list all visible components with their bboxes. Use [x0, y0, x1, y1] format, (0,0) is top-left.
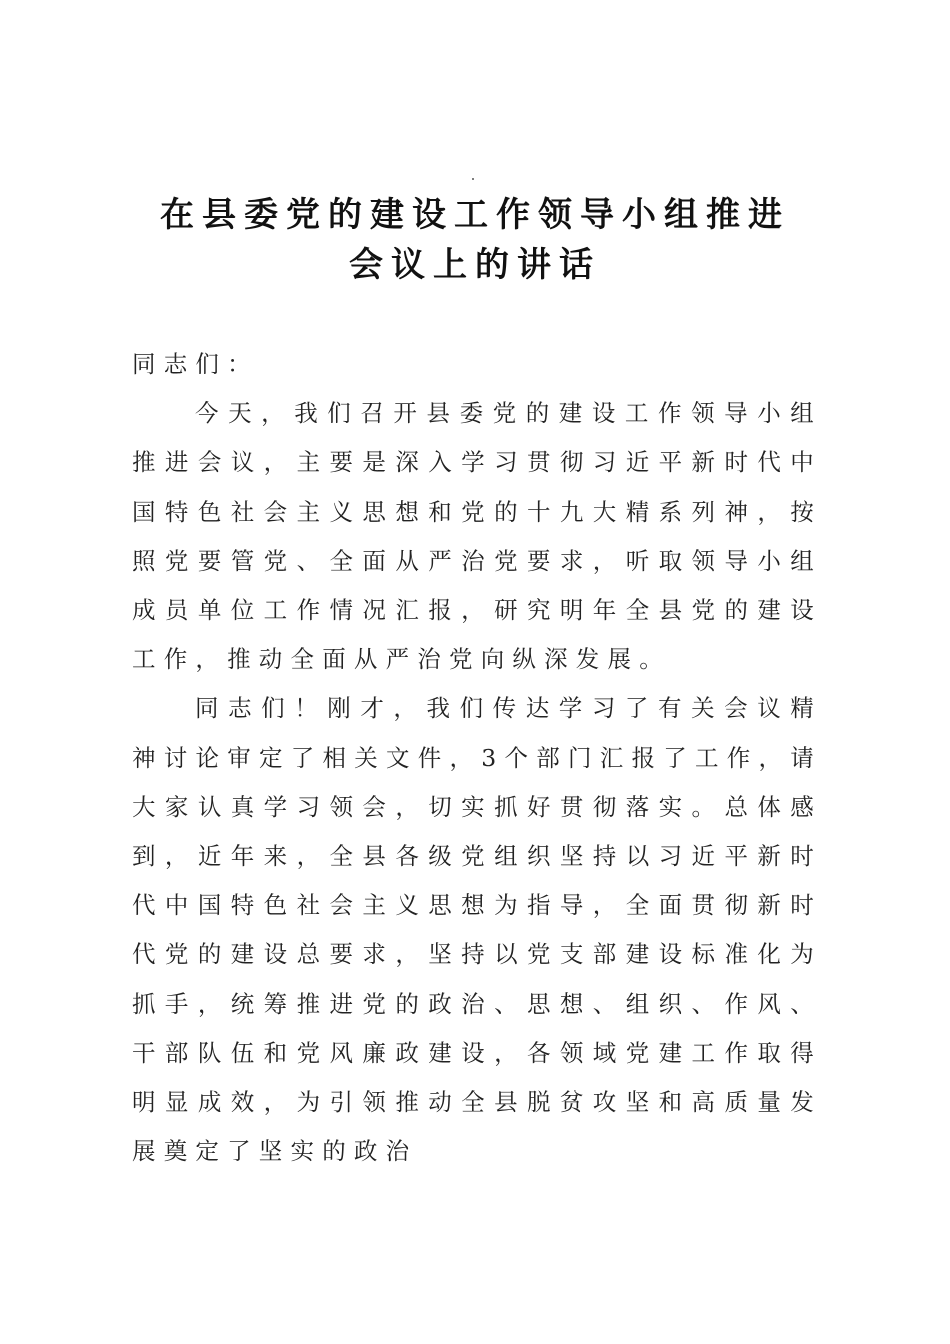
document-body [132, 340, 822, 1176]
paragraph-1: 今天，我们召开县委党的建设工作领导小组推进会议，主要是深入学习贯彻习近平新时代中国特色社会主义思想和党的十九大精系列神，按照党要管党、全面从严治党要求，听取领导小组成员单位工作情况汇报，研究明年全县党的建设工作，推动全面从严治党向纵深发展。 [132, 399, 822, 674]
greeting: 同志们： [132, 350, 259, 378]
title-line-1: 在县委党的建设工作领导小组推进 [160, 195, 790, 235]
document-title [110, 190, 840, 290]
stray-dot [472, 178, 474, 180]
title-line-2: 会议上的讲话 [349, 245, 601, 285]
paragraph-2: 同志们！刚才，我们传达学习了有关会议精神讨论审定了相关文件，3个部门汇报了工作，请大家认真学习领会，切实抓好贯彻落实。总体感到，近年来，全县各级党组织坚持以习近平新时代中国特色社会主义思想为指导，全面贯彻新时代党的建设总要求，坚持以党支部建设标准化为抓手，统筹推进党的政治、思想、组织、作风、干部队伍和党风廉政建设，各领域党建工作取得明显成效，为引领推动全县脱贫攻坚和高质量发展奠定了坚实的政治 [132, 694, 822, 1166]
